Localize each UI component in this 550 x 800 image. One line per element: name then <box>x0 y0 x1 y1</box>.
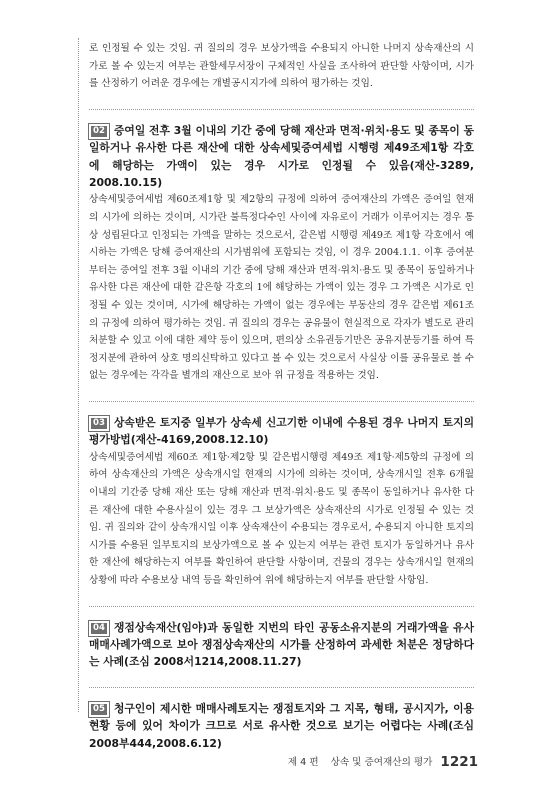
section-body: 상속세및증여세법 제60조제1항 및 제2항의 규정에 의하여 증여재산의 가액은 증여일 현재의 시가에 의하는 것이며, 시가란 불특정다수인 사이에 자유로이 거래가 이루어지는 경우 통상 성립된다고 인정되는 가액을 말하는 것으로서, 같은법 시행령 제49조 제1항 각호에서 예시하는 가액은 당해 증여재산의 시가범위에 포함되는 것임, 이 경우 2004.1.1. 이후 증여분 부터는 증여일 전후 3월 이내의 기간 중에 당해 재산과 면적·위치·용도 및 종목이 동일하거나 유사한 다른 재산에 대한 같은항 각호의 1에 해당하는 가액이 있는 경우 그 가액은 시가로 인정될 수 있는 것이며, 시가에 해당하는 가액이 없는 경우에는 부동산의 경우 같은법 제61조의 규정에 의하여 평가하는 것임. 귀 질의의 경우는 공유물이 현실적으로 각자가 별도로 관리처분할 수 있고 이에 대한 제약 등이 있으며, 편의상 소유권등기만은 공유지분등기를 하여 특정지분에 관하여 상호 명의신탁하고 있다고 볼 수 있는 것으로서 사실상 이를 공유물로 볼 수 없는 경우에는 각각을 별개의 재산으로 보아 위 규정을 적용하는 것임. <box>89 194 474 382</box>
footer-part: 제 4 편 <box>287 757 319 768</box>
page-number: 1221 <box>440 754 478 770</box>
section-number-badge: 05 <box>89 702 109 717</box>
section-heading-text: 청구인이 제시한 매매사례토지는 쟁점토지와 그 지목, 형태, 공시지가, 이용현황 등에 있어 차이가 크므로 서로 유사한 것으로 보기는 어렵다는 사례(조심 2008부444,2008.6.12) <box>89 701 474 750</box>
section-heading-text: 상속받은 토지중 일부가 상속세 신고기한 이내에 수용된 경우 나머지 토지의 평가방법(재산-4169,2008.12.10) <box>89 415 474 447</box>
section-number-badge: 03 <box>89 416 109 431</box>
section-heading <box>89 414 474 449</box>
section-body: 상속세및증여세법 제60조 제1항·제2항 및 같은법시행령 제49조 제1항·제5항의 규정에 의하여 상속재산의 가액은 상속개시일 현재의 시가에 의하는 것이며, 상속개시일 전후 6개월 이내의 기간중 당해 재산 또는 당해 재산과 면적·위치·용도 및 종목이 동일하거나 유사한 다른 재산에 대한 수용사실이 있는 경우 그 보상가액은 상속재산의 시가로 인정될 수 있는 것임. 귀 질의와 같이 상속개시일 이후 상속재산이 수용되는 경우로서, 수용되지 아니한 토지의 시가를 수용된 일부토지의 보상가액으로 볼 수 있는지 여부는 관련 토지가 동일하거나 유사한 재산에 해당하는지 여부를 확인하여 판단할 사항이며, 건물의 경우는 상속개시일 현재의 상황에 따라 수용보상 내역 등을 확인하여 위에 해당하는지 여부를 판단할 사항임. <box>89 451 474 586</box>
intro-paragraph: 로 인정될 수 있는 것임. 귀 질의의 경우 보상가액을 수용되지 아니한 나머지 상속재산의 시가로 볼 수 있는지 여부는 관할세무서장이 구체적인 사실을 조사하여 판단할 사항이며, 시가를 산정하기 어려운 경우에는 개별공시지가에 의하여 평가하는 것임. <box>89 43 474 90</box>
section-heading-text: 쟁점상속재산(임야)과 동일한 지번의 타인 공동소유지분의 거래가액을 유사매매사례가액으로 보아 쟁점상속재산의 시가를 산정하여 과세한 처분은 정당하다는 사례(조심 2008서1214,2008.11.27) <box>89 620 474 669</box>
section-number-badge: 02 <box>89 124 109 139</box>
margin-guide-line <box>78 38 79 712</box>
section-05 <box>89 687 474 752</box>
section-heading-text: 증여일 전후 3월 이내의 기간 중에 당해 재산과 면적·위치·용도 및 종목이 동일하거나 유사한 다른 재산에 대한 상속세및증여세법 시행령 제49조제1항 각호에 해당하는 가액이 있는 경우 시가로 인정될 수 있음(재산-3289, 2008.10.15) <box>89 123 474 189</box>
section-04 <box>89 606 474 671</box>
section-03 <box>89 401 474 590</box>
content-column <box>89 40 474 752</box>
footer-title: 상속 및 증여재산의 평가 <box>330 757 433 768</box>
section-number-badge: 04 <box>89 621 109 636</box>
page-footer <box>288 754 478 770</box>
section-heading <box>89 122 474 192</box>
section-heading <box>89 700 474 752</box>
section-heading <box>89 619 474 671</box>
section-02 <box>89 109 474 385</box>
